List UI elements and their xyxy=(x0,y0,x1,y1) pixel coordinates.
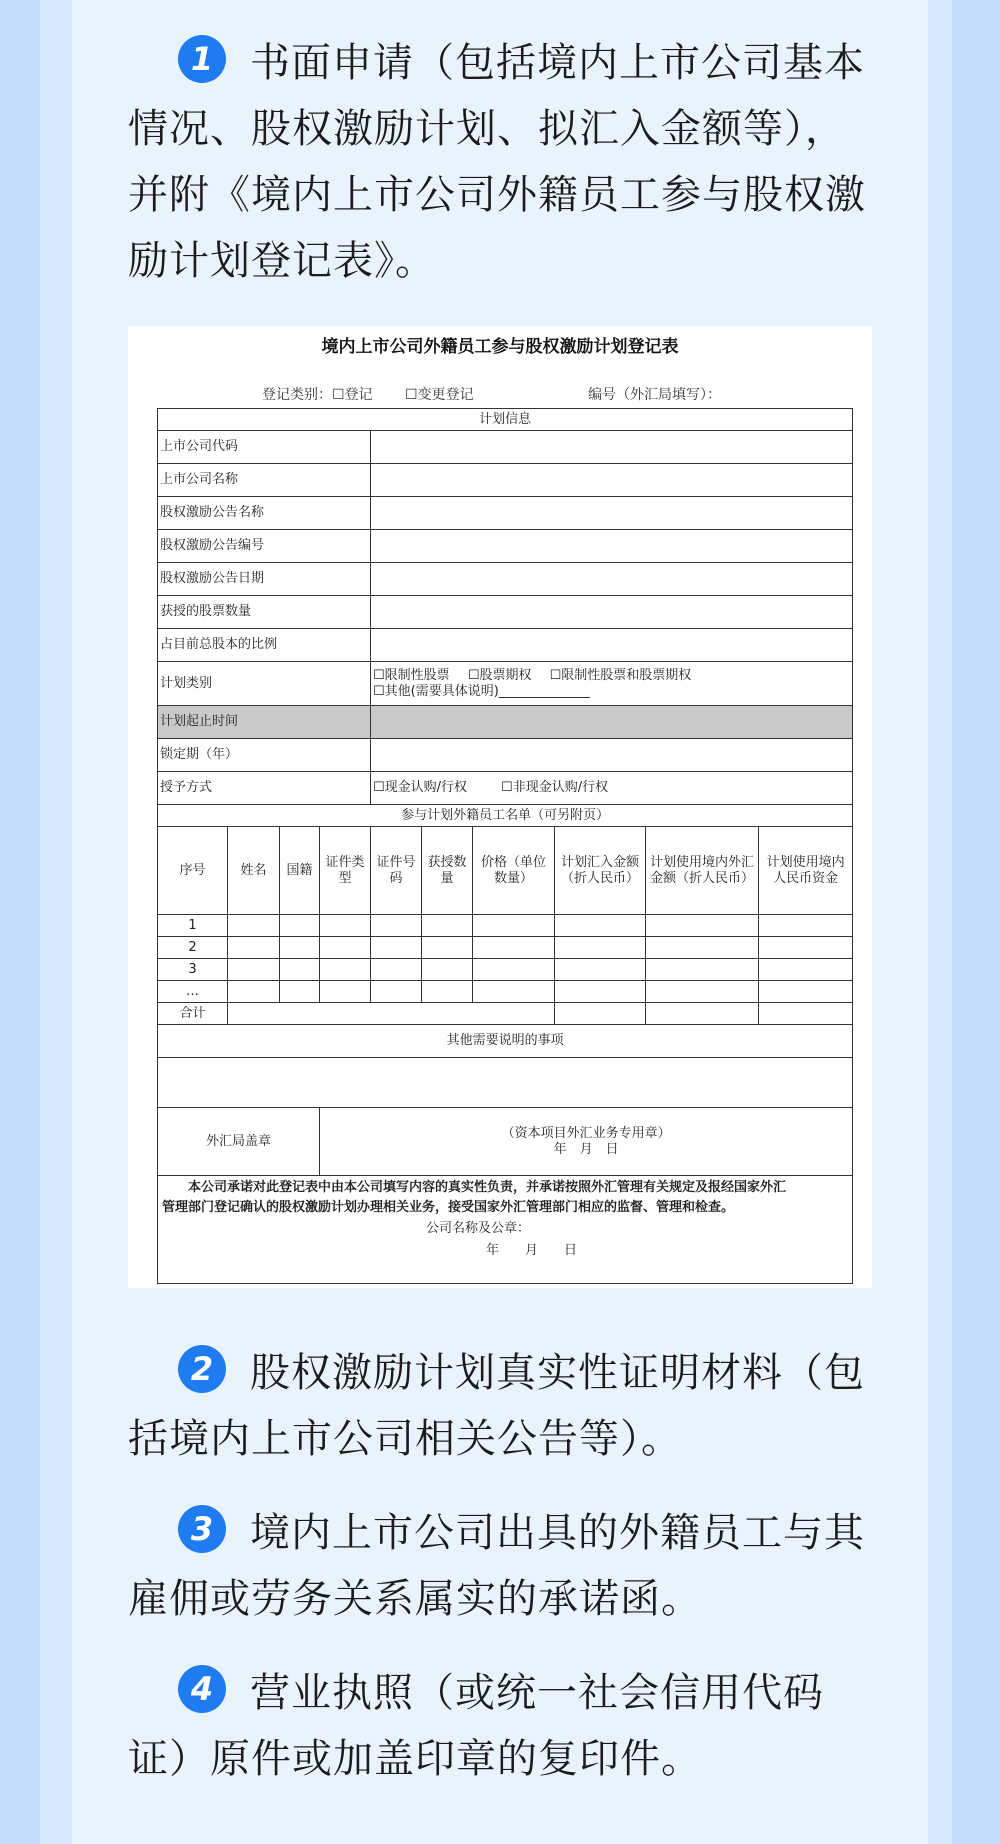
number-badge-1: 1 xyxy=(178,35,226,83)
plan-type-restricted: 限制性股票 xyxy=(384,667,450,683)
row-label-notice-date: 股权激励公告日期 xyxy=(158,563,371,596)
pledge-text: 本公司承诺对此登记表中由本公司填写内容的真实性负责，并承诺按照外汇管理有关规定及报经国家外汇管理部门登记确认的股权激励计划办理相关业务，接受国家外汇管理部门相应的监督、管理和检查。 xyxy=(162,1180,787,1215)
col-price: 价格（单位数量） xyxy=(473,827,555,915)
seq-cell: … xyxy=(158,981,228,1003)
checkbox-icon xyxy=(373,668,385,683)
paragraph-4-text: 营业执照（或统一社会信用代码证）原件或加盖印章的复印件。 xyxy=(128,1670,824,1782)
row-label-plan-type: 计划类别 xyxy=(158,662,371,706)
paragraph-1-text: 书面申请（包括境内上市公司基本情况、股权激励计划、拟汇入金额等），并附《境内上市公司外籍员工参与股权激励计划登记表》。 xyxy=(128,40,866,284)
paragraph-2 xyxy=(128,1340,876,1472)
plan-type-options-stock: 股票期权 xyxy=(479,667,532,683)
plan-type-other: 其他(需要具体说明)______________ xyxy=(384,683,590,699)
col-id-type: 证件类型 xyxy=(320,827,371,915)
row-value-plan-period xyxy=(371,706,853,739)
col-nationality: 国籍 xyxy=(280,827,320,915)
page-rail-right xyxy=(952,0,1000,1844)
grant-mode-cash: 现金认购/行权 xyxy=(384,780,468,795)
row-label-lockup: 锁定期（年） xyxy=(158,739,371,772)
checkbox-icon xyxy=(550,668,562,683)
page-rail-right-inner xyxy=(928,0,952,1844)
paragraph-1 xyxy=(128,30,876,294)
paragraph-3 xyxy=(128,1500,876,1632)
checkbox-icon xyxy=(332,387,345,403)
number-badge-3: 3 xyxy=(178,1505,226,1553)
reg-opt-register: 登记 xyxy=(344,387,373,403)
col-inbound-amount: 计划汇入金额（折人民币） xyxy=(555,827,646,915)
col-granted-qty: 获授数量 xyxy=(422,827,473,915)
company-seal-label: 公司名称及公章： xyxy=(426,1221,531,1236)
company-seal-date: 年 月 日 xyxy=(486,1243,578,1258)
capital-seal-label: （资本项目外汇业务专用章） xyxy=(501,1125,671,1141)
row-value-share-ratio xyxy=(371,629,853,662)
other-matters-header: 其他需要说明的事项 xyxy=(158,1025,853,1058)
row-value-notice-name xyxy=(371,497,853,530)
seq-cell: 2 xyxy=(158,937,228,959)
number-badge-4: 4 xyxy=(178,1665,226,1713)
row-value-company-name xyxy=(371,464,853,497)
reg-type-line xyxy=(262,384,474,404)
registration-form-image xyxy=(128,326,872,1288)
pledge-cell xyxy=(158,1176,853,1284)
seq-cell: 1 xyxy=(158,915,228,937)
plan-type-options xyxy=(371,662,853,706)
grant-mode-noncash: 非现金认购/行权 xyxy=(512,780,609,795)
employee-list-header: 参与计划外籍员工名单（可另附页） xyxy=(158,805,853,827)
row-value-lockup xyxy=(371,739,853,772)
checkbox-icon xyxy=(405,387,418,403)
row-label-share-ratio: 占目前总股本的比例 xyxy=(158,629,371,662)
row-label-notice-number: 股权激励公告编号 xyxy=(158,530,371,563)
paragraph-2-text: 股权激励计划真实性证明材料（包括境内上市公司相关公告等）。 xyxy=(128,1350,865,1462)
row-value-shares-granted xyxy=(371,596,853,629)
capital-seal-cell xyxy=(320,1108,853,1176)
serial-label: 编号（外汇局填写）： xyxy=(588,387,721,403)
checkbox-icon xyxy=(373,780,385,795)
table-row xyxy=(158,915,853,937)
number-badge-2: 2 xyxy=(178,1345,226,1393)
row-value-notice-number xyxy=(371,530,853,563)
reg-opt-change: 变更登记 xyxy=(417,387,474,403)
row-label-company-name: 上市公司名称 xyxy=(158,464,371,497)
row-label-shares-granted: 获授的股票数量 xyxy=(158,596,371,629)
checkbox-icon xyxy=(373,684,385,699)
col-domestic-fx: 计划使用境内外汇金额（折人民币） xyxy=(646,827,759,915)
checkbox-icon xyxy=(501,780,513,795)
table-row xyxy=(158,981,853,1003)
total-cell: 合计 xyxy=(158,1003,228,1025)
col-seq: 序号 xyxy=(158,827,228,915)
col-name: 姓名 xyxy=(228,827,280,915)
table-row xyxy=(158,959,853,981)
paragraph-4 xyxy=(128,1660,876,1792)
plan-type-both: 限制性股票和股票期权 xyxy=(561,667,692,683)
row-label-notice-name: 股权激励公告名称 xyxy=(158,497,371,530)
row-value-notice-date xyxy=(371,563,853,596)
checkbox-icon xyxy=(468,668,480,683)
plan-info-header: 计划信息 xyxy=(158,409,853,431)
page-rail-left-inner xyxy=(40,0,72,1844)
row-label-grant-mode: 授予方式 xyxy=(158,772,371,805)
page-rail-left xyxy=(0,0,40,1844)
form-table xyxy=(157,408,853,1284)
row-value-company-code xyxy=(371,431,853,464)
col-domestic-rmb: 计划使用境内人民币资金 xyxy=(759,827,853,915)
total-row xyxy=(158,1003,853,1025)
fx-seal-label: 外汇局盖章 xyxy=(158,1108,320,1176)
seal-date: 年 月 日 xyxy=(553,1141,619,1157)
paragraph-3-text: 境内上市公司出具的外籍员工与其雇佣或劳务关系属实的承诺函。 xyxy=(128,1510,865,1622)
table-row xyxy=(158,937,853,959)
other-matters-value xyxy=(158,1058,853,1108)
col-id-number: 证件号码 xyxy=(371,827,422,915)
grant-mode-options xyxy=(371,772,853,805)
reg-type-label: 登记类别： xyxy=(262,387,332,403)
seq-cell: 3 xyxy=(158,959,228,981)
form-title: 境内上市公司外籍员工参与股权激励计划登记表 xyxy=(321,337,679,357)
row-label-company-code: 上市公司代码 xyxy=(158,431,371,464)
row-label-plan-period: 计划起止时间 xyxy=(158,706,371,739)
